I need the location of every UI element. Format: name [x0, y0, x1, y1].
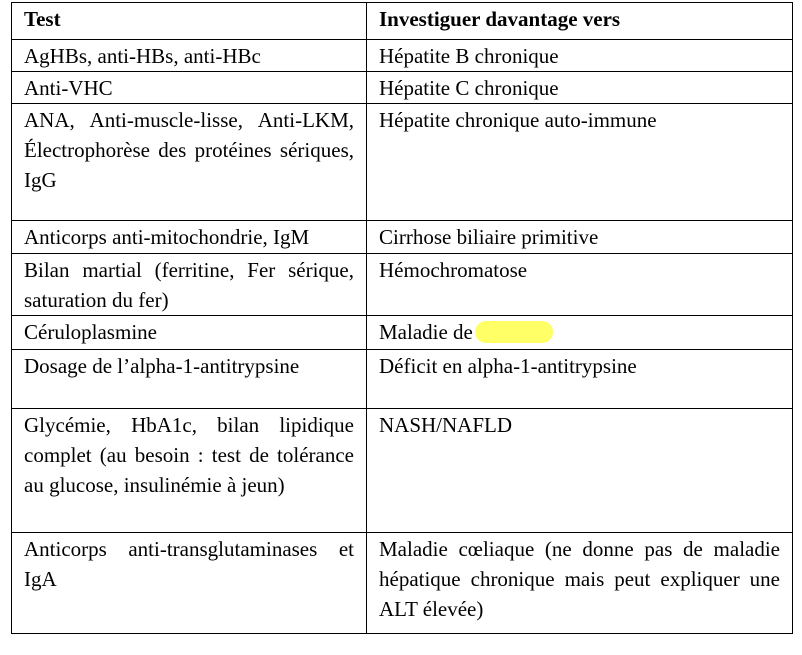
table-row [12, 533, 793, 634]
table-row [12, 104, 793, 221]
test-investigation-table [11, 2, 793, 634]
test-cell: Glycémie, HbA1c, bilan lipidique complet (au besoin : test de tolérance au glucose, insulinémie à jeun) [12, 409, 367, 533]
target-text: Maladie de [379, 320, 473, 344]
table-row [12, 40, 793, 72]
header-investigate: Investiguer davantage vers [367, 3, 793, 40]
target-cell: Déficit en alpha-1-antitrypsine [367, 350, 793, 409]
table-header-row [12, 3, 793, 40]
table-row [12, 254, 793, 316]
test-cell: AgHBs, anti-HBs, anti-HBc [12, 40, 367, 72]
header-test: Test [12, 3, 367, 40]
test-cell: Anticorps anti-mitochondrie, IgM [12, 221, 367, 254]
table-row [12, 221, 793, 254]
test-cell: Céruloplasmine [12, 316, 367, 350]
table-row [12, 72, 793, 104]
test-cell: Dosage de l’alpha-1-antitrypsine [12, 350, 367, 409]
target-cell: NASH/NAFLD [367, 409, 793, 533]
test-cell: Anticorps anti-transglutaminases et IgA [12, 533, 367, 634]
redaction-highlight [475, 321, 553, 343]
table-row [12, 409, 793, 533]
target-cell: Hépatite B chronique [367, 40, 793, 72]
test-cell: ANA, Anti-muscle-lisse, Anti-LKM, Électrophorèse des protéines sériques, IgG [12, 104, 367, 221]
target-cell: Maladie cœliaque (ne donne pas de maladie hépatique chronique mais peut expliquer une ALT élevée) [367, 533, 793, 634]
test-cell: Bilan martial (ferritine, Fer sérique, saturation du fer) [12, 254, 367, 316]
target-cell: Hépatite chronique auto-immune [367, 104, 793, 221]
target-cell: Cirrhose biliaire primitive [367, 221, 793, 254]
target-cell: Hémochromatose [367, 254, 793, 316]
target-cell: Hépatite C chronique [367, 72, 793, 104]
target-cell [367, 316, 793, 350]
test-cell: Anti-VHC [12, 72, 367, 104]
table-row [12, 316, 793, 350]
table-row [12, 350, 793, 409]
